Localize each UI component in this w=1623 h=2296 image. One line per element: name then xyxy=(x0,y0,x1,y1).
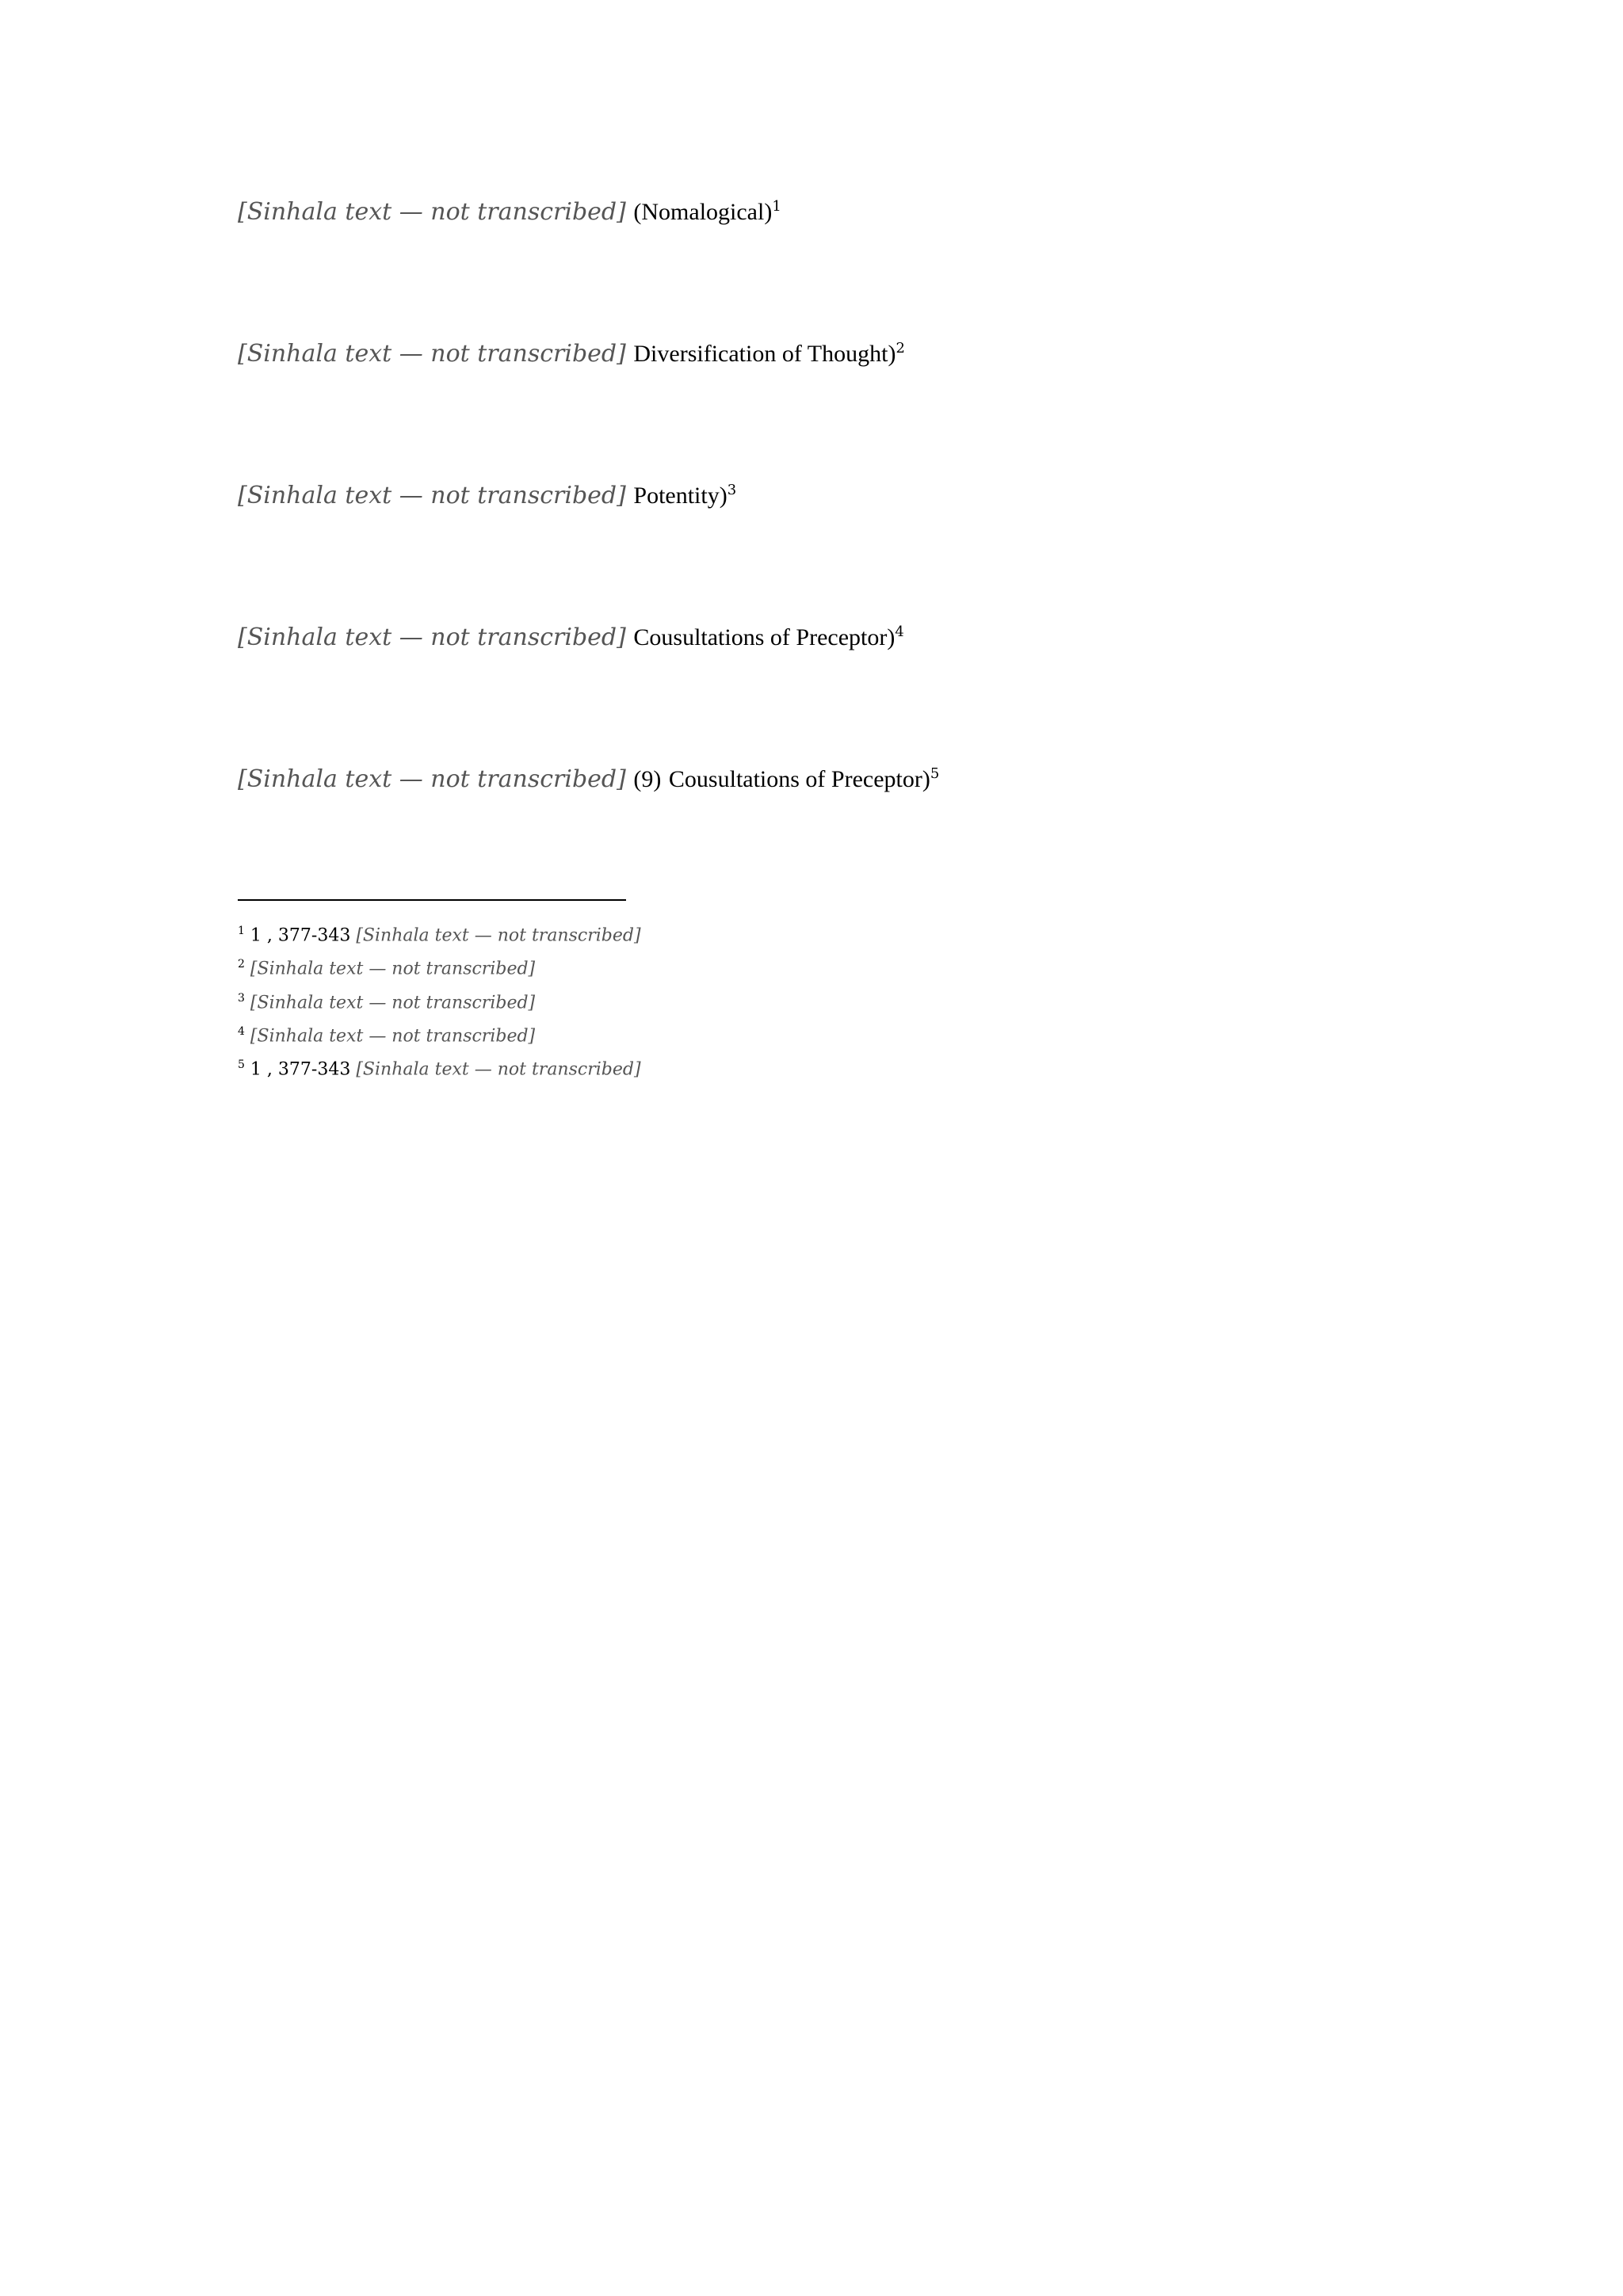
footnote-ref: 5 xyxy=(930,765,940,782)
sinhala-text: [Sinhala text — not transcribed] xyxy=(238,624,626,651)
footnote-ref: 2 xyxy=(896,340,905,357)
paragraph-3 xyxy=(238,474,1385,513)
footnote-ref: 4 xyxy=(895,624,904,640)
footnote-pages: 377-343 xyxy=(277,925,351,946)
footnote-citation: 1 , xyxy=(250,1059,273,1080)
footnote-2 xyxy=(238,950,1385,983)
paragraph-4 xyxy=(238,616,1385,654)
footnote-5 xyxy=(238,1051,1385,1084)
sinhala-text: [Sinhala text — not transcribed] xyxy=(250,959,536,979)
sinhala-text: [Sinhala text — not transcribed] xyxy=(356,925,641,946)
term: (Nomalogical) xyxy=(633,199,773,225)
footnote-ref: 1 xyxy=(772,198,781,215)
footnote-separator xyxy=(238,899,626,901)
term: Potentity) xyxy=(633,482,727,509)
footnote-number: 3 xyxy=(238,991,245,1005)
footnote-number: 1 xyxy=(238,925,245,937)
footnote-3 xyxy=(238,984,1385,1017)
term: Cousultations of Preceptor) xyxy=(668,766,930,792)
sinhala-text: [Sinhala text — not transcribed] xyxy=(238,765,626,793)
sinhala-text: [Sinhala text — not transcribed] xyxy=(238,340,626,368)
footnote-pages: 377-343 xyxy=(277,1059,351,1080)
footnote-number: 2 xyxy=(238,958,245,971)
footnote-citation: 1 , xyxy=(250,925,273,946)
sinhala-text: [Sinhala text — not transcribed] xyxy=(356,1059,641,1080)
paragraph-2 xyxy=(238,332,1385,371)
paragraph-1 xyxy=(238,190,1385,229)
footnote-number: 5 xyxy=(238,1058,245,1072)
term: Cousultations of Preceptor) xyxy=(633,624,896,650)
footnote-1 xyxy=(238,917,1385,950)
footnote-ref: 3 xyxy=(727,482,737,498)
sinhala-text: [Sinhala text — not transcribed] xyxy=(250,992,536,1013)
footnote-number: 4 xyxy=(238,1024,245,1038)
sinhala-text: [Sinhala text — not transcribed] xyxy=(250,1026,536,1047)
term: (9) xyxy=(633,766,662,792)
sinhala-text: [Sinhala text — not transcribed] xyxy=(238,198,626,226)
footnote-4 xyxy=(238,1017,1385,1051)
paragraph-5 xyxy=(238,757,1385,796)
term: Diversification of Thought) xyxy=(633,341,896,367)
sinhala-text: [Sinhala text — not transcribed] xyxy=(238,482,626,509)
